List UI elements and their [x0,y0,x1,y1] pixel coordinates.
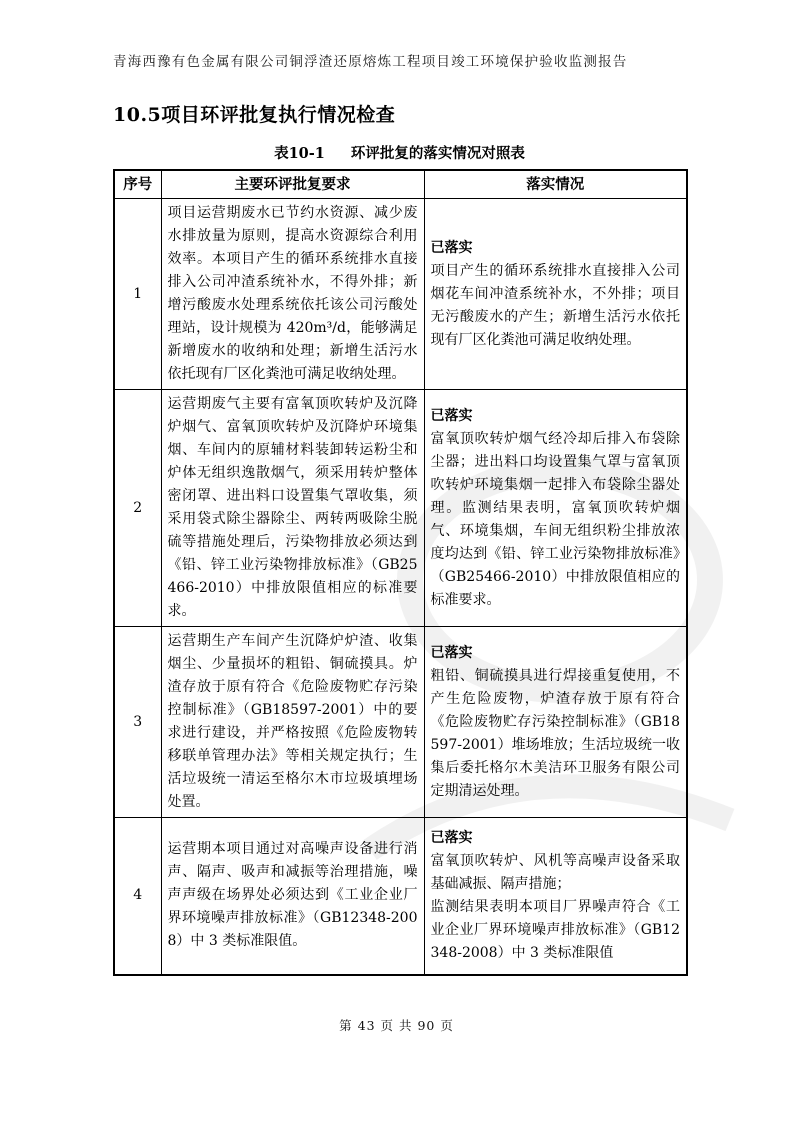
status-cell [424,199,687,390]
table-row [114,818,687,975]
status-title: 已落实 [430,239,473,256]
table-caption-title: 环评批复的落实情况对照表 [350,145,525,162]
status-title: 已落实 [430,644,473,661]
page-content [113,0,686,976]
row-number: 1 [114,199,161,390]
status-paragraph: 粗铅、铜硫摸具进行焊接重复使用，不产生危险废物，炉渣存放于原有符合《危险废物贮存污染控制标准》（GB18597-2001）堆场堆放；生活垃圾统一收集后委托格尔木美洁环卫服务有限公司定期清运处理。 [430,667,680,799]
header-cell-status: 落实情况 [424,170,687,199]
status-title: 已落实 [430,407,473,424]
table-header-row [114,170,687,199]
table-row [114,627,687,818]
row-number: 2 [114,390,161,627]
section-title: 10.5项目环评批复执行情况检查 [113,104,396,126]
header-cell-no: 序号 [114,170,161,199]
status-cell [424,818,687,975]
requirement-cell: 运营期生产车间产生沉降炉炉渣、收集烟尘、少量损坏的粗铅、铜硫摸具。炉渣存放于原有符合《危险废物贮存污染控制标准》（GB18597-2001）中的要求进行建设，并严格按照《危险废物转移联单管理办法》等相关规定执行；生活垃圾统一清运至格尔木市垃圾填埋场处置。 [161,627,424,818]
status-paragraph: 富氧顶吹转炉烟气经冷却后排入布袋除尘器；进出料口均设置集气罩与富氧顶吹转炉环境集烟一起排入布袋除尘器处理。监测结果表明，富氧顶吹转炉烟气、环境集烟，车间无组织粉尘排放浓度均达到《铅、锌工业污染物排放标准》（GB25466-2010）中排放限值相应的标准要求。 [430,430,680,608]
header-cell-requirement: 主要环评批复要求 [161,170,424,199]
status-title: 已落实 [430,829,473,846]
table-row [114,390,687,627]
requirement-cell: 运营期本项目通过对高噪声设备进行消声、隔声、吸声和减振等治理措施，噪声声级在场界处必须达到《工业企业厂界环境噪声排放标准》（GB12348-2008）中 3 类标准限值。 [161,818,424,975]
row-number: 3 [114,627,161,818]
row-number: 4 [114,818,161,975]
requirement-cell: 运营期废气主要有富氧顶吹转炉及沉降炉烟气、富氧顶吹转炉及沉降炉环境集烟、车间内的原辅材料装卸转运粉尘和炉体无组织逸散烟气，须采用转炉整体密闭罩、进出料口设置集气罩收集，须采用袋式除尘器除尘、两转两吸除尘脱硫等措施处理后，污染物排放必须达到《铅、锌工业污染物排放标准》（GB25466-2010）中排放限值相应的标准要求。 [161,390,424,627]
table-caption-label: 表10-1 [274,145,325,162]
status-paragraph: 富氧顶吹转炉、风机等高噪声设备采取基础减振、隔声措施； [430,852,680,892]
page-number: 第 43 页 共 90 页 [339,1018,454,1033]
table-row [114,199,687,390]
status-paragraph: 监测结果表明本项目厂界噪声符合《工业企业厂界环境噪声排放标准》（GB12348-2008）中 3 类标准限值 [430,898,680,961]
status-paragraph: 项目产生的循环系统排水直接排入公司烟花车间冲渣系统补水，不外排；项目无污酸废水的产生；新增生活污水依托现有厂区化粪池可满足收纳处理。 [430,262,680,348]
requirement-cell: 项目运营期废水已节约水资源、减少废水排放量为原则，提高水资源综合利用效率。本项目产生的循环系统排水直接排入公司冲渣系统补水，不得外排；新增污酸废水处理系统依托该公司污酸处理站，设计规模为 420m³/d，能够满足新增废水的收纳和处理；新增生活污水依托现有厂区化粪池可满足收纳处理。 [161,199,424,390]
compliance-table [113,169,688,976]
table-caption [113,142,686,163]
status-cell [424,390,687,627]
report-header: 青海西豫有色金属有限公司铜浮渣还原熔炼工程项目竣工环境保护验收监测报告 [113,54,628,70]
status-cell [424,627,687,818]
